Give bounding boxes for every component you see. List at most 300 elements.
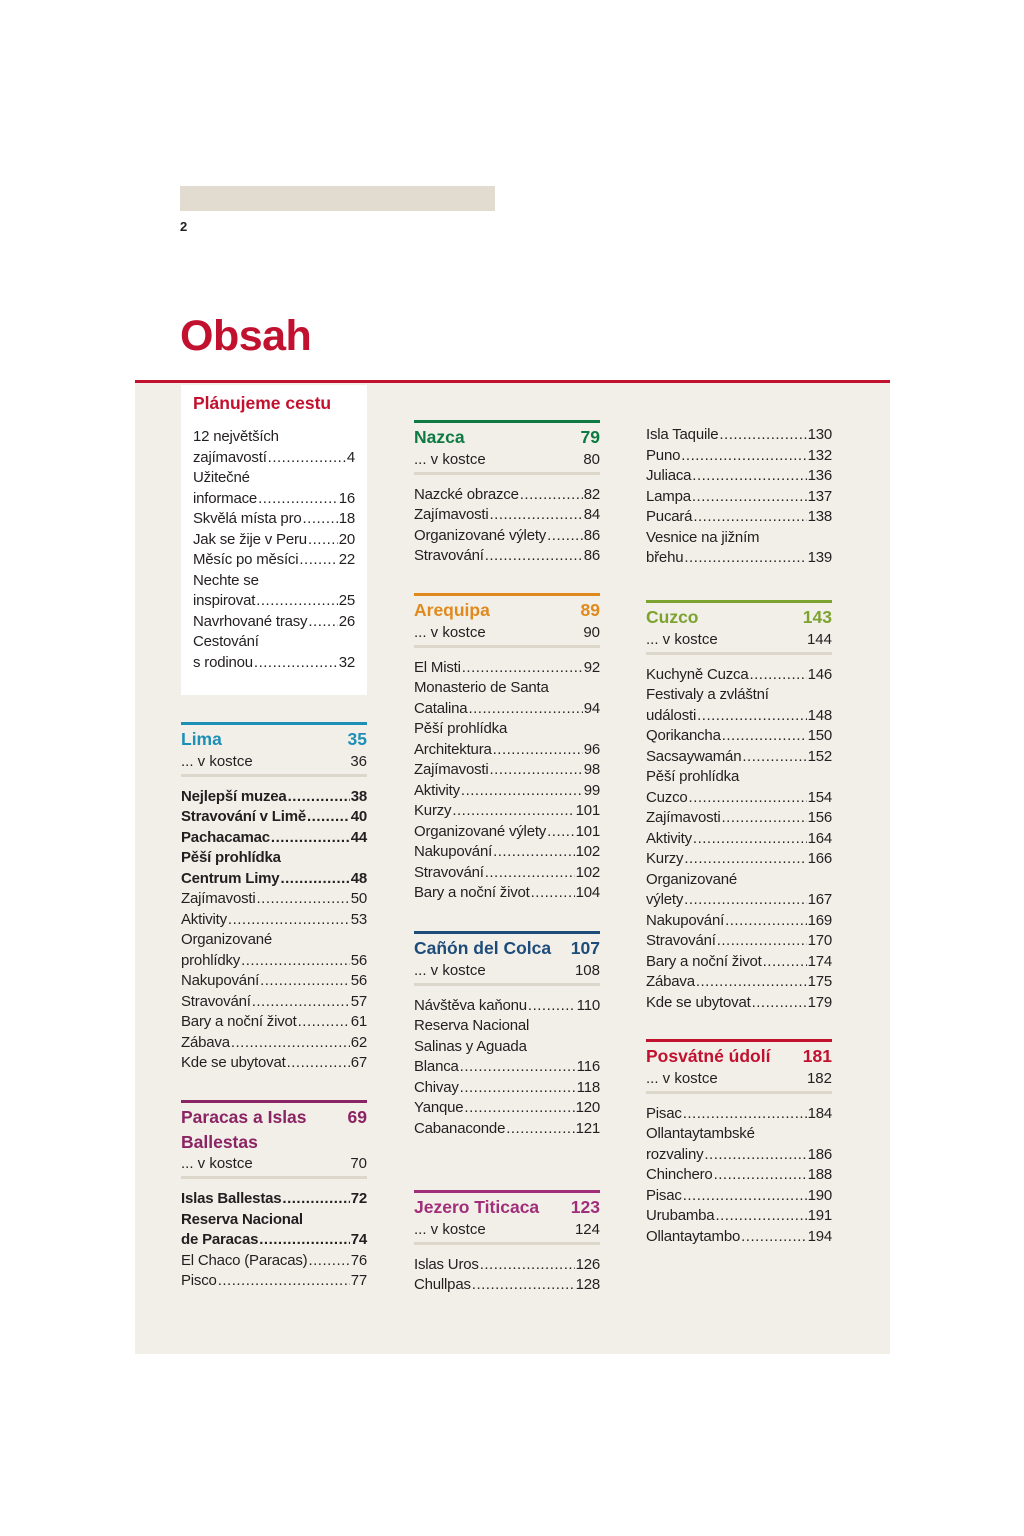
entry-page-number: 67 [350,1054,367,1071]
toc-entry [646,487,832,508]
entry-text: Zajímavosti [646,809,721,826]
entry-last-line [181,828,367,849]
entry-text: Pěší prohlídka [414,720,508,737]
entry-last-line [414,842,600,863]
entry-last-line [414,546,600,567]
section-arequipa [414,593,600,904]
toc-entry [181,992,367,1013]
toc-entry [646,507,832,528]
entry-page-number: 84 [583,506,600,523]
entry-text: Kurzy [646,850,684,867]
section-entry-list [646,665,832,1014]
entry-text: Zábava [646,973,695,990]
entry-text: zajímavostí [193,448,267,466]
entry-last-line [414,1275,600,1296]
entry-text: Reserva Nacional [414,1017,530,1034]
entry-last-line [181,889,367,910]
dot-leader [683,1104,807,1125]
dot-leader [493,842,575,863]
entry-page-number: 101 [575,802,600,819]
dot-leader [468,699,582,720]
in-brief-label: ... v kostce [414,450,486,468]
entry-text: Qorikancha [646,727,721,744]
dot-leader [308,530,338,551]
toc-entry [414,996,600,1017]
entry-page-number: 191 [807,1207,832,1224]
entry-last-line [646,808,832,829]
entry-page-number: 40 [350,808,367,825]
dot-leader [464,1098,574,1119]
entry-last-line [181,1251,367,1272]
section-header [646,1039,832,1094]
entry-text: Organizované výlety [414,822,547,840]
entry-last-line [193,448,355,469]
section-entry-list [646,1104,832,1248]
section-header [414,1190,600,1245]
toc-entry [414,1078,600,1099]
entry-text: Skvělá místa pro [193,510,302,527]
toc-entry [646,952,832,973]
entry-page-number: 77 [350,1272,367,1289]
entry-text: Zábava [181,1033,230,1051]
entry-last-line [646,425,832,446]
header-bar [180,186,495,211]
entry-page-number: 94 [583,699,600,717]
entry-text: Pisac [646,1104,682,1122]
entry-page-number: 32 [338,653,355,671]
entry-page-number: 148 [807,706,832,724]
entry-text: Chinchero [646,1166,713,1183]
entry-last-line [181,1230,367,1251]
entry-text: Organizované [646,870,737,888]
section-header [646,600,832,655]
section-page-number: 69 [347,1107,367,1127]
toc-entry [414,760,600,781]
entry-text: Salinas y Aguada [414,1037,527,1055]
dot-leader [714,1165,807,1186]
entry-last-line [646,952,832,973]
dot-leader [715,1206,806,1227]
entry-text: Zajímavosti [181,890,256,907]
entry-page-number: 190 [807,1186,832,1204]
entry-page-number: 139 [807,549,832,566]
entry-last-line [646,1145,832,1166]
toc-entry [414,842,600,863]
section-page-number: 107 [570,938,600,958]
toc-entry [646,993,832,1014]
dot-leader [461,781,583,802]
entry-page-number: 146 [807,665,832,683]
entry-text: Isla Taquile [646,426,719,443]
toc-entry [193,427,355,468]
section-title-line [414,598,600,623]
section-entry-list [646,425,832,569]
entry-page-number: 167 [807,891,832,908]
entry-page-number: 184 [807,1104,832,1122]
entry-page-number: 136 [807,467,832,484]
dot-leader [288,787,350,808]
in-brief-label: ... v kostce [181,752,253,770]
entry-last-line [181,1271,367,1292]
entry-page-number: 164 [807,829,832,847]
dot-leader [689,788,807,809]
in-brief-line [181,752,367,777]
entry-last-line [646,993,832,1014]
entry-last-line [646,972,832,993]
entry-page-number: 152 [807,747,832,765]
entry-page-number: 82 [583,485,600,503]
section-page-number: 79 [580,427,600,447]
entry-last-line [414,485,600,506]
toc-entry [181,828,367,849]
dot-leader [260,971,350,992]
section-page-number: 181 [802,1046,832,1066]
entry-text: Kde se ubytovat [181,1054,286,1071]
entry-text: Kde se ubytovat [646,993,751,1011]
dot-leader [252,992,350,1013]
entry-text: El Misti [414,658,461,676]
entry-last-line [181,1033,367,1054]
in-brief-line [646,1069,832,1094]
toc-entry [414,1098,600,1119]
entry-last-line [646,931,832,952]
toc-entry [646,726,832,747]
section-entry-list [181,1189,367,1292]
dot-leader [681,446,806,467]
entry-last-line [193,591,355,612]
entry-text: rozvaliny [646,1145,704,1163]
entry-last-line [414,526,600,547]
section-page-number: 35 [347,729,367,749]
entry-text: Reserva Nacional [181,1210,303,1228]
entry-last-line [414,699,600,720]
toc-entry [646,1124,832,1165]
toc-entry [181,1012,367,1033]
entry-page-number: 16 [338,489,355,507]
section-title-line [414,425,600,450]
entry-page-number: 194 [807,1227,832,1245]
dot-leader [683,1186,807,1207]
dot-leader [259,1230,349,1251]
dot-leader [684,890,806,911]
entry-page-number: 86 [583,526,600,544]
entry-last-line [181,951,367,972]
section-title: Cañón del Colca [414,938,552,958]
in-brief-page: 90 [583,623,600,641]
toc-entry [414,485,600,506]
toc-entry [414,1016,600,1078]
section-header [181,1100,367,1179]
entry-text: Zajímavosti [414,506,489,523]
entry-page-number: 98 [583,761,600,778]
entry-last-line [646,911,832,932]
dot-leader [697,706,806,727]
toc-entry [414,883,600,904]
toc-entry [414,1119,600,1140]
entry-text: Jak se žije v Peru [193,530,307,548]
dot-leader [485,546,583,567]
in-brief-page: 36 [350,752,367,770]
dot-leader [460,1078,576,1099]
entry-page-number: 44 [350,828,367,846]
section-header [414,593,600,648]
entry-last-line [414,658,600,679]
entry-text: Stravování [181,992,251,1010]
entry-page-number: 174 [807,952,832,970]
entry-text: Nechte se [193,571,259,589]
in-brief-line [414,450,600,475]
entry-text: Ollantaytambské [646,1125,755,1142]
dot-leader [717,931,807,952]
section-title-line [181,1105,367,1154]
toc-entry [414,658,600,679]
dot-leader [485,863,575,884]
section-title-line [414,1195,600,1220]
dot-leader [547,526,583,547]
dot-leader [256,591,338,612]
entry-text: Kurzy [414,802,452,819]
entry-last-line [193,612,355,633]
entry-last-line [646,507,832,528]
entry-text: Puno [646,446,681,464]
entry-text: Nakupování [181,972,260,989]
dot-leader [506,1119,574,1140]
section-title: Nazca [414,427,465,447]
entry-text: inspirovat [193,592,256,609]
entry-text: Organizované [181,931,272,948]
planning-title: Plánujeme cestu [193,393,332,413]
dot-leader [271,828,350,849]
entry-page-number: 156 [807,809,832,826]
entry-last-line [646,747,832,768]
entry-text: s rodinou [193,653,253,671]
entry-text: Pisac [646,1186,682,1204]
entry-last-line [646,1206,832,1227]
entry-last-line [414,740,600,761]
entry-text: Juliaca [646,467,692,484]
section-colca [414,931,600,1139]
dot-leader [254,653,338,674]
toc-entry [646,931,832,952]
entry-text: Islas Ballestas [181,1190,282,1207]
in-brief-label: ... v kostce [414,1220,486,1238]
dot-leader [547,822,574,843]
entry-page-number: 57 [350,992,367,1010]
entry-text: Bary a noční život [181,1013,297,1030]
dot-leader [462,658,583,679]
entry-text: Cuzco [646,788,688,806]
entry-last-line [646,1165,832,1186]
entry-text: Stravování v Limě [181,808,306,825]
entry-last-line [414,1255,600,1276]
entry-last-line [181,992,367,1013]
section-title: Arequipa [414,600,490,620]
entry-text: Zajímavosti [414,761,489,778]
entry-page-number: 118 [576,1078,600,1096]
entry-last-line [646,829,832,850]
entry-page-number: 170 [807,932,832,949]
entry-text: Bary a noční život [414,884,530,901]
toc-entry [181,889,367,910]
section-header [414,931,600,986]
entry-last-line [646,849,832,870]
in-brief-page: 80 [583,450,600,468]
entry-page-number: 186 [807,1145,832,1163]
section-entry-list [414,1255,600,1296]
entry-page-number: 22 [338,551,355,568]
dot-leader [763,952,807,973]
dot-leader [460,1057,576,1078]
entry-page-number: 150 [807,727,832,744]
entry-text: Architektura [414,740,492,758]
toc-entry [646,747,832,768]
entry-page-number: 166 [807,850,832,867]
entry-page-number: 76 [350,1251,367,1269]
dot-leader [490,505,583,526]
entry-page-number: 25 [338,592,355,609]
planning-box [181,385,367,695]
toc-entry [646,1165,832,1186]
entry-last-line [646,890,832,911]
entry-text: 12 největších [193,428,279,445]
entry-last-line [181,807,367,828]
in-brief-label: ... v kostce [181,1155,253,1172]
entry-last-line [414,760,600,781]
in-brief-page: 182 [806,1069,832,1087]
toc-entry [646,829,832,850]
in-brief-line [414,1220,600,1245]
dot-leader [722,808,807,829]
in-brief-page: 108 [574,961,600,979]
entry-last-line [181,1053,367,1074]
entry-text: Nejlepší muzea [181,787,287,805]
section-paracas [181,1100,367,1292]
entry-text: Užitečné [193,469,250,486]
entry-text: Aktivity [414,781,460,799]
entry-page-number: 102 [575,843,600,860]
dot-leader [704,1145,806,1166]
in-brief-line [646,630,832,655]
entry-page-number: 169 [807,911,832,929]
entry-text: Chullpas [414,1276,471,1293]
section-title-line [646,1044,832,1069]
entry-page-number: 179 [807,993,832,1011]
toc-entry [646,972,832,993]
entry-last-line [414,1078,600,1099]
entry-text: Pisco [181,1272,217,1289]
toc-entry [646,849,832,870]
entry-last-line [414,1119,600,1140]
section-title: Cuzco [646,607,699,627]
entry-text: Pucará [646,508,693,525]
dot-leader [308,1251,349,1272]
entry-last-line [181,910,367,931]
dot-leader [298,1012,350,1033]
entry-last-line [414,863,600,884]
section-posvatne-udoli [646,1039,832,1247]
entry-page-number: 121 [575,1119,600,1137]
entry-page-number: 104 [575,884,600,901]
dot-leader [452,801,574,822]
toc-entry [414,678,600,719]
dot-leader [282,1189,349,1210]
entry-text: prohlídky [181,951,241,969]
entry-text: Yanque [414,1099,464,1116]
toc-entry [414,505,600,526]
entry-last-line [646,446,832,467]
section-lima [181,722,367,1074]
toc-entry [181,1033,367,1054]
section-entry-list [181,787,367,1074]
entry-last-line [181,1189,367,1210]
dot-leader [257,889,350,910]
entry-page-number: 137 [807,487,832,505]
toc-entry [414,1255,600,1276]
dot-leader [725,911,807,932]
dot-leader [741,1227,806,1248]
dot-leader [303,509,338,530]
entry-page-number: 86 [583,547,600,564]
toc-entry [646,808,832,829]
entry-page-number: 20 [338,530,355,548]
section-page-number: 123 [570,1197,600,1217]
entry-page-number: 72 [350,1190,367,1207]
entry-last-line [414,1098,600,1119]
in-brief-line [414,623,600,648]
toc-entry [181,971,367,992]
entry-text: El Chaco (Paracas) [181,1251,308,1269]
entry-page-number: 61 [350,1013,367,1030]
toc-entry [181,1271,367,1292]
entry-last-line [193,653,355,674]
entry-text: Bary a noční život [646,952,762,970]
dot-leader [692,487,807,508]
entry-page-number: 110 [576,996,600,1014]
dot-leader [480,1255,575,1276]
dot-leader [287,1053,350,1074]
entry-page-number: 116 [576,1058,600,1075]
entry-text: Pěší prohlídka [646,768,740,785]
entry-text: Cabanaconde [414,1119,506,1137]
entry-text: Catalina [414,699,468,717]
dot-leader [218,1271,350,1292]
toc-entry [646,1227,832,1248]
toc-entry [193,550,355,571]
section-header [414,420,600,475]
entry-text: výlety [646,891,684,908]
dot-leader [231,1033,350,1054]
entry-text: Urubamba [646,1207,715,1224]
toc-entry [414,719,600,760]
dot-leader [693,507,806,528]
toc-entry [181,807,367,828]
dot-leader [241,951,350,972]
entry-last-line [414,1057,600,1078]
entry-page-number: 96 [583,740,600,758]
entry-page-number: 18 [338,510,355,527]
section-title: Lima [181,729,222,749]
entry-page-number: 56 [350,951,367,969]
entry-text: Festivaly a zvláštní [646,686,769,703]
dot-leader [684,548,806,569]
entry-page-number: 62 [350,1033,367,1051]
dot-leader [696,972,807,993]
entry-last-line [193,489,355,510]
toc-entry [414,546,600,567]
section-nazca [414,420,600,567]
dot-leader [719,425,806,446]
entry-text: Aktivity [181,910,227,928]
